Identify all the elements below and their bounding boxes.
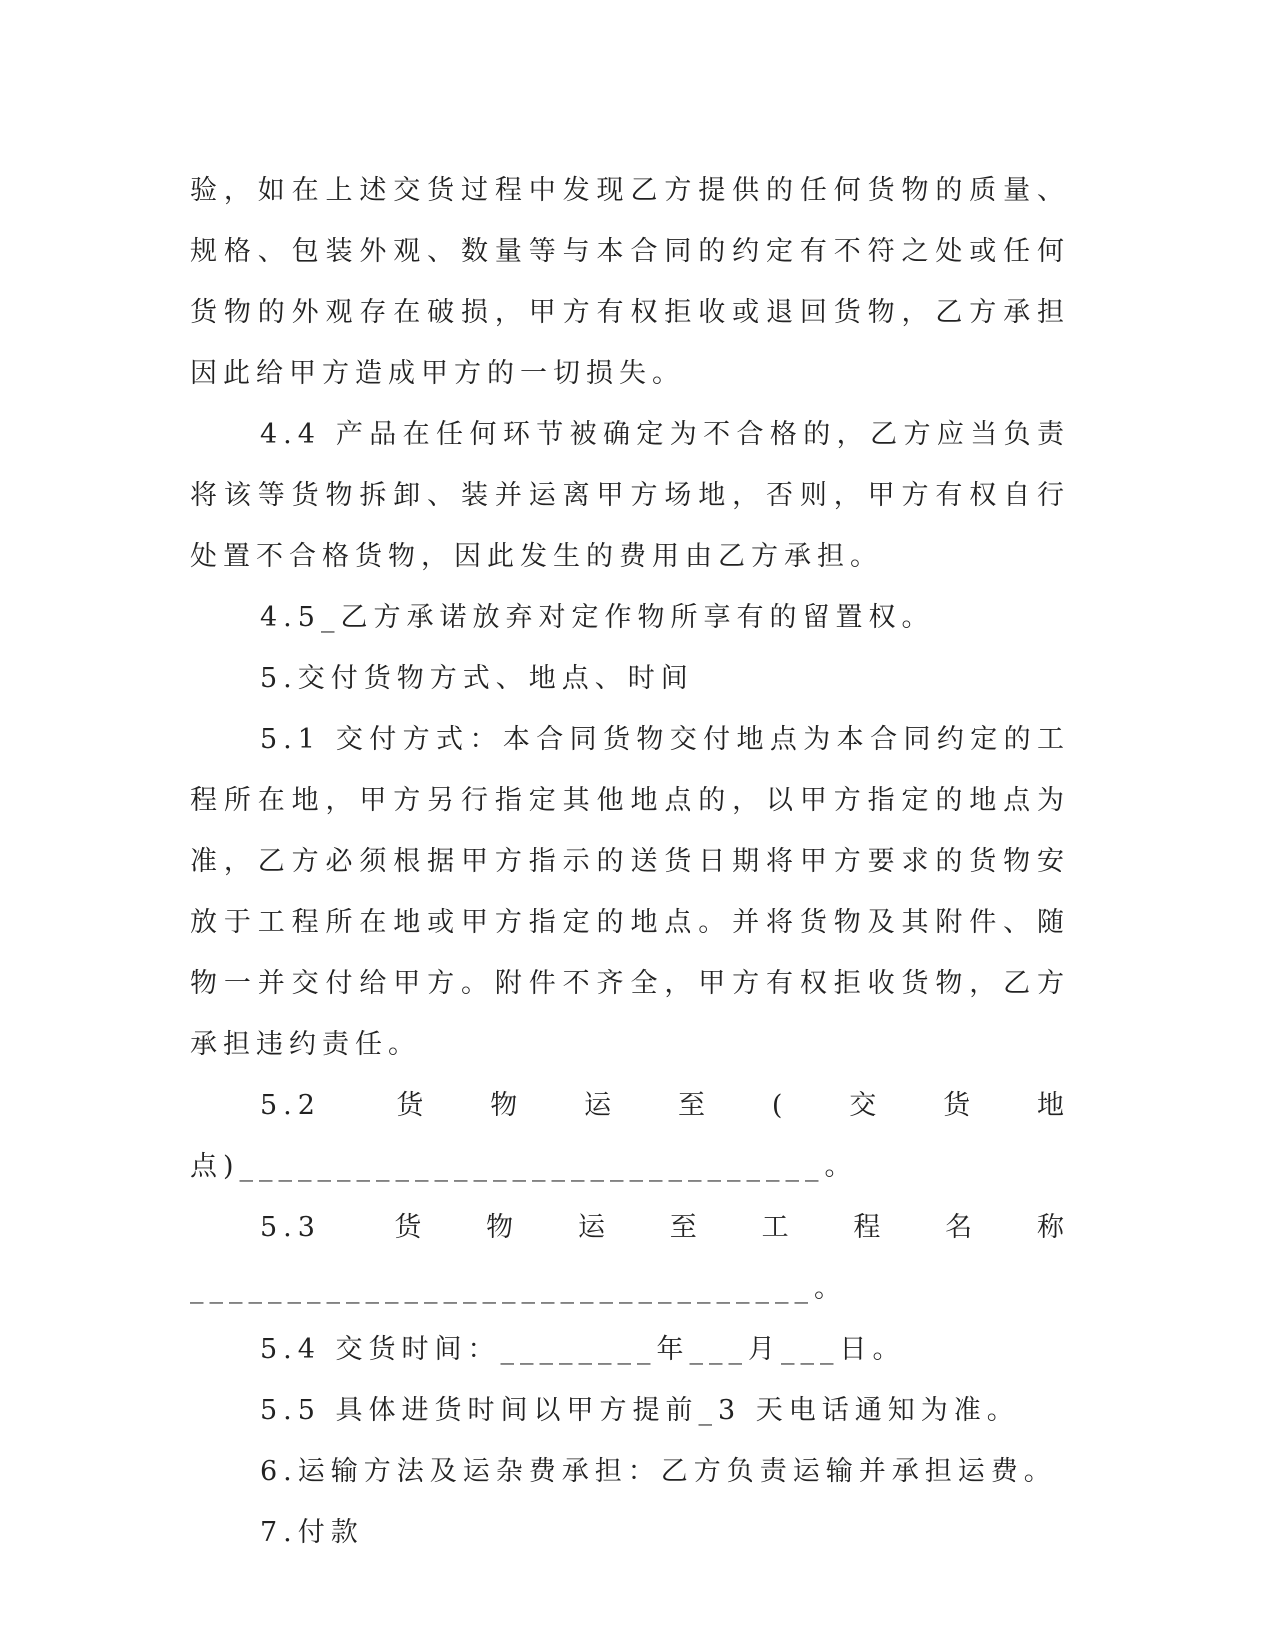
paragraph-inspection-continued: 验，如在上述交货过程中发现乙方提供的任何货物的质量、规格、包装外观、数量等与本合同的约定有不符之处或任何货物的外观存在破损，甲方有权拒收或退回货物，乙方承担因此给甲方造成甲方的一切损失。 [190, 175, 1070, 389]
paragraph-6-transport: 6.运输方法及运杂费承担：乙方负责运输并承担运费。 [260, 1456, 1057, 1487]
paragraph-5-2: 5.2 货物运至(交货地点)______________________________。 [190, 1090, 1070, 1182]
heading-5-delivery: 5.交付货物方式、地点、时间 [260, 663, 694, 694]
paragraph-4-4: 4.4 产品在任何环节被确定为不合格的，乙方应当负责将该等货物拆卸、装并运离甲方场地，否则，甲方有权自行处置不合格货物，因此发生的费用由乙方承担。 [190, 419, 1070, 572]
paragraph-5-5: 5.5 具体进货时间以甲方提前_3 天电话通知为准。 [260, 1395, 1020, 1426]
paragraph-5-3: 5.3 货物运至工程名称________________________________。 [190, 1212, 1070, 1304]
paragraph-5-4: 5.4 交货时间：________年___月___日。 [260, 1334, 906, 1365]
paragraph-5-1: 5.1 交付方式：本合同货物交付地点为本合同约定的工程所在地，甲方另行指定其他地点的，以甲方指定的地点为准，乙方必须根据甲方指示的送货日期将甲方要求的货物安放于工程所在地或甲方指定的地点。并将货物及其附件、随物一并交付给甲方。附件不齐全，甲方有权拒收货物，乙方承担违约责任。 [190, 724, 1070, 1060]
paragraph-4-5: 4.5_乙方承诺放弃对定作物所享有的留置权。 [260, 602, 935, 633]
heading-7-payment: 7.付款 [260, 1517, 364, 1548]
document-body [190, 160, 1070, 1563]
